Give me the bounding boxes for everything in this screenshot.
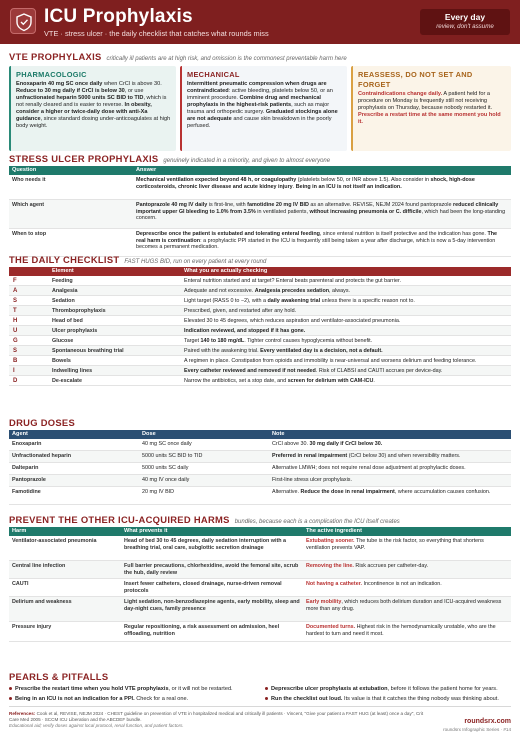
page-title: ICU Prophylaxis	[44, 6, 193, 27]
agent-name: Unfractionated heparin	[12, 453, 72, 459]
series-label: roundsrx Infographic Series · #14	[443, 727, 511, 732]
table-row	[9, 561, 511, 579]
mechanical-box	[180, 66, 347, 151]
element-name: Head of bed	[52, 318, 83, 324]
vte-desc: critically ill patients are at high risk, and omission is the commonest preventable harm here	[106, 56, 347, 62]
brand-link[interactable]: roundsrx.com	[464, 718, 511, 725]
mnemonic-letter: A	[13, 288, 18, 294]
table-row	[9, 487, 511, 505]
reassess-title: REASSESS, DO NOT SET AND FORGET	[358, 70, 473, 89]
checklist-table-header: Element What you are actually checking	[9, 267, 511, 276]
harms-desc: bundles, because each is a complication the ICU itself creates	[234, 519, 400, 525]
ulcer-table	[9, 166, 511, 257]
active-ingredient: Removing the line. Risk accrues per catheter-day.	[306, 563, 429, 569]
reassess-text: Contraindications change daily. A patient held for a procedure on Monday is frequently still not receiving prophylaxis on Thursday, because nobody restarted it. Prescribe a restart time at the same moment you hold it.	[358, 91, 501, 125]
dose-note: First-line stress ulcer prophylaxis.	[272, 477, 352, 483]
table-row	[9, 276, 511, 286]
check-detail: Paired with the awakening trial. Every ventilated day is a decision, not a default.	[184, 348, 383, 354]
mnemonic-letter: S	[13, 298, 18, 304]
pearl-item: Being in an ICU is not an indication for a PPI. Check for a real one.	[9, 696, 259, 703]
harms-heading-row	[9, 514, 400, 527]
every-day-badge	[420, 9, 510, 35]
pharmacologic-box	[9, 66, 176, 151]
table-row	[9, 536, 511, 561]
ulcer-heading: STRESS ULCER PROPHYLAXIS	[9, 153, 159, 164]
harm-name: Central line infection	[12, 563, 66, 569]
agent-name: Enoxaparin	[12, 441, 42, 447]
check-detail: Elevated 30 to 45 degrees, which reduces aspiration and ventilator-associated pneumonia.	[184, 318, 401, 324]
harms-table-header: Harm What prevents it The active ingredient	[9, 527, 511, 536]
page-header	[0, 0, 520, 44]
page-footer	[9, 706, 511, 732]
mnemonic-letter: F	[13, 278, 17, 284]
harm-name: Pressure injury	[12, 624, 52, 630]
dose-note: CrCl above 30. 30 mg daily if CrCl below 30.	[272, 441, 383, 447]
ulcer-desc: genuinely indicated in a minority, and given to almost everyone	[163, 158, 331, 164]
table-row	[9, 366, 511, 376]
element-name: Indwelling lines	[52, 368, 93, 374]
pearl-item: Run the checklist out loud. Its value is that it catches the thing nobody was thinking about.	[265, 696, 511, 703]
prevention-text: Full barrier precautions, chlorhexidine, avoid the femoral site, scrub the hub, daily review	[124, 563, 299, 576]
agent-name: Famotidine	[12, 489, 41, 495]
checklist-heading-row	[9, 254, 266, 267]
check-detail: Every catheter reviewed and removed if not needed. Risk of CLABSI and CAUTI accrues per device-day.	[184, 368, 443, 374]
mnemonic-letter: S	[13, 348, 18, 354]
shield-icon	[10, 8, 36, 34]
table-row	[9, 376, 511, 386]
table-row: Which agent Pantoprazole 40 mg IV daily is first-line, with famotidine 20 mg IV BID as an alternative. REVISE, NEJM 2024 found pantoprazole reduced clinically important upper GI bleeding to 1.0% from 3.5% in ventilated patients, without increasing pneumonia or C. difficile, which had been the long-standing concern.	[9, 200, 511, 229]
element-name: Sedation	[52, 298, 75, 304]
reassess-box	[351, 66, 511, 151]
table-row: Who needs it Mechanical ventilation expected beyond 48 h, or coagulopathy (platelets below 50, or INR above 1.5). Also consider in shock, high-dose corticosteroids, chronic liver disease and acute kidney injury. Being in an ICU is not itself an indication.	[9, 175, 511, 200]
harm-name: CAUTI	[12, 581, 29, 587]
dose-value: 20 mg IV BID	[142, 489, 175, 495]
table-row	[9, 622, 511, 642]
disclaimer: Educational aid; verify doses against local protocol, renal function, and patient factors.	[9, 723, 184, 729]
mechanical-text: Intermittent pneumatic compression when drugs are contraindicated: active bleeding, platelets below 50, or an imminent procedure. Combine drug and mechanical prophylaxis in the highest-risk patients, such as major trauma and orthopedic surgery. Graduated stockings alone are not adequate and cause skin breakdown in the poorly perfused.	[187, 81, 338, 129]
table-row	[9, 451, 511, 463]
check-detail: Indication reviewed, and stopped if it has gone.	[184, 328, 306, 334]
pearls-heading: PEARLS & PITFALLS	[9, 671, 109, 682]
doses-table-header: Agent Dose Note	[9, 430, 511, 439]
check-detail: A regimen in place. Constipation from opioids and immobility is near-universal and worsens delirium and feeding tolerance.	[184, 358, 477, 364]
dose-note: Alternative. Reduce the dose in renal impairment, where accumulation causes confusion.	[272, 489, 491, 495]
harms-table	[9, 527, 511, 642]
table-row	[9, 356, 511, 366]
harm-name: Delirium and weakness	[12, 599, 72, 605]
table-row	[9, 296, 511, 306]
active-ingredient: Documented turns. Highest risk in the hemodynamically unstable, who are the hardest to turn and need it most.	[306, 624, 496, 637]
active-ingredient: Extubating sooner. The tube is the risk factor, so everything that shortens ventilation prevents VAP.	[306, 538, 484, 551]
prevention-text: Head of bed 30 to 45 degrees, daily sedation interruption with a breathing trial, oral care, subglottic secretion drainage	[124, 538, 287, 551]
check-detail: Narrow the antibiotics, set a stop date, and screen for delirium with CAM-ICU.	[184, 378, 375, 384]
harm-name: Ventilator-associated pneumonia	[12, 538, 97, 544]
doses-heading-row	[9, 417, 75, 429]
pharmacologic-title: PHARMACOLOGIC	[16, 70, 87, 79]
active-ingredient: Not having a catheter. Incontinence is not an indication.	[306, 581, 442, 587]
dose-value: 5000 units SC BID to TID	[142, 453, 203, 459]
agent-name: Pantoprazole	[12, 477, 46, 483]
ulcer-heading-row	[9, 153, 330, 166]
table-row	[9, 306, 511, 316]
mnemonic-letter: H	[13, 318, 18, 324]
harms-heading: PREVENT THE OTHER ICU-ACQUIRED HARMS	[9, 514, 230, 525]
checklist-heading: THE DAILY CHECKLIST	[9, 254, 120, 265]
doses-table	[9, 430, 511, 505]
brand	[443, 718, 511, 733]
table-row	[9, 316, 511, 326]
prevention-text: Insert fewer catheters, closed drainage, nurse-driven removal protocols	[124, 581, 282, 594]
element-name: Analgesia	[52, 288, 78, 294]
table-row: When to stop Deprescribe once the patient is extubated and tolerating enteral feeding, since enteral nutrition is itself protective and the indication has gone. The real harm is continuation: a prophylactic PPI started in the ICU is frequently still being taken a year after discharge, which is now a 5-day intervention becomes a permanent medication.	[9, 229, 511, 257]
check-detail: Adequate and not excessive. Analgesia precedes sedation, always.	[184, 288, 351, 294]
table-row	[9, 346, 511, 356]
element-name: Ulcer prophylaxis	[52, 328, 98, 334]
dose-value: 40 mg IV once daily	[142, 477, 190, 483]
pearls-heading-row	[9, 671, 108, 683]
pearl-item: Deprescribe ulcer prophylaxis at extubation, before it follows the patient home for years.	[265, 686, 511, 693]
mechanical-title: MECHANICAL	[187, 70, 240, 79]
table-row	[9, 463, 511, 475]
mnemonic-letter: T	[13, 308, 17, 314]
element-name: Spontaneous breathing trial	[52, 348, 124, 354]
table-row	[9, 336, 511, 346]
element-name: Bowels	[52, 358, 71, 364]
check-detail: Prescribed, given, and restarted after any hold.	[184, 308, 297, 314]
prevention-text: Light sedation, non-benzodiazepine agents, early mobility, sleep and day-night cues, family presence	[124, 599, 300, 612]
active-ingredient: Early mobility, which reduces both delirium duration and ICU-acquired weakness more than any drug.	[306, 599, 502, 612]
element-name: Feeding	[52, 278, 73, 284]
mnemonic-letter: D	[13, 378, 18, 384]
ulcer-table-header: Question Answer	[9, 166, 511, 175]
checklist-table	[9, 267, 511, 386]
dose-note: Preferred in renal impairment (CrCl below 30) and when reversibility matters.	[272, 453, 461, 459]
element-name: Glucose	[52, 338, 74, 344]
check-detail: Light target (RASS 0 to −2), with a daily awakening trial unless there is a specific reason not to.	[184, 298, 415, 304]
check-detail: Enteral nutrition started and at target? Enteral beats parenteral and protects the gut barrier.	[184, 278, 401, 284]
dose-value: 5000 units SC daily	[142, 465, 189, 471]
table-row	[9, 326, 511, 336]
pearl-item: Prescribe the restart time when you hold VTE prophylaxis, or it will not be restarted.	[9, 686, 259, 693]
element-name: Thromboprophylaxis	[52, 308, 106, 314]
page-subtitle: VTE · stress ulcer · the daily checklist that catches what rounds miss	[44, 29, 269, 38]
doses-heading: DRUG DOSES	[9, 417, 76, 428]
agent-name: Dalteparin	[12, 465, 39, 471]
mnemonic-letter: U	[13, 328, 18, 334]
vte-heading-row	[9, 51, 347, 64]
mnemonic-letter: G	[13, 338, 18, 344]
prevention-text: Regular repositioning, a risk assessment on admission, heel offloading, nutrition	[124, 624, 280, 637]
badge-sub: review, don't assume	[436, 23, 494, 30]
element-name: De-escalate	[52, 378, 82, 384]
table-row	[9, 439, 511, 451]
table-row	[9, 597, 511, 622]
table-row	[9, 475, 511, 487]
dose-note: Alternative LMWH; does not require renal dose adjustment at prophylactic doses.	[272, 465, 466, 471]
dose-value: 40 mg SC once daily	[142, 441, 192, 447]
pharmacologic-text: Enoxaparin 40 mg SC once daily when CrCl is above 30. Reduce to 30 mg daily if CrCl is below 30, or use unfractionated heparin 5000 units SC BID to TID, which is not renally cleared and is easier to reverse. In obesity, consider a higher or twice-daily dose with anti-Xa guidance, since standard dosing under-anticoagulates at high body weight.	[16, 81, 171, 129]
mnemonic-letter: I	[13, 368, 15, 374]
check-detail: Target 140 to 180 mg/dL. Tighter control causes hypoglycemia without benefit.	[184, 338, 373, 344]
badge-main: Every day	[444, 12, 486, 22]
references: References: Cook et al, REVISE, NEJM 2024 · CHEST guideline on prevention of VTE in hospitalized medical and critically ill patients · Vincent, "Give your patient a FAST HUG (at least) once a day", Crit Care Med 2005 · SCCM ICU Liberation and the ABCDEF bundle. Educational aid; verify doses against local protocol, renal function, and patient factors.	[9, 711, 424, 729]
vte-heading: VTE PROPHYLAXIS	[9, 51, 102, 62]
checklist-desc: FAST HUGS BID, run on every patient at every round	[124, 259, 267, 265]
table-row	[9, 286, 511, 296]
table-row	[9, 579, 511, 597]
mnemonic-letter: B	[13, 358, 18, 364]
